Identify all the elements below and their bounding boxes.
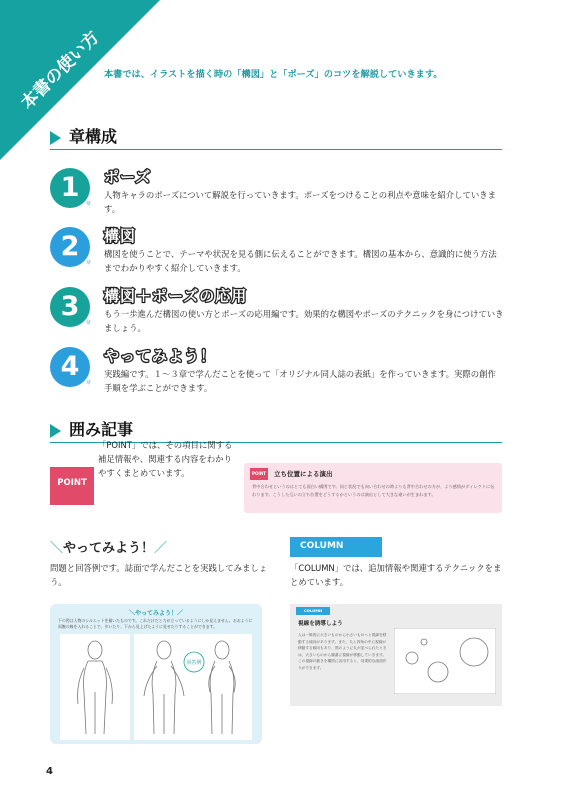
- yatte-example-title: ＼やってみよう！／: [128, 610, 183, 617]
- column-badge: [290, 537, 382, 557]
- chapter-description: 人物キャラのポーズについて解説を行っていきます。ポーズをつけることの利点や意味を紹介していきます。: [104, 190, 496, 214]
- point-description: 「POINT」では、その項目に関する補足情報や、関連する内容をわかりやすくまとめています。: [98, 440, 233, 478]
- column-example-badge: COLUMN: [296, 607, 330, 615]
- chapter-2: [50, 225, 510, 281]
- chapter-number: 2: [60, 231, 80, 262]
- chapter-title: やってみよう！: [104, 347, 217, 365]
- column-example-page: [290, 604, 502, 706]
- chapter-suffix: 章: [86, 260, 92, 266]
- section-divider: [50, 149, 502, 150]
- slash-right-icon: ／: [154, 541, 168, 556]
- chapter-number-badge: [50, 168, 90, 208]
- chapter-number-badge: [50, 227, 90, 267]
- chapter-suffix: 章: [86, 380, 92, 386]
- circles-diagram: [394, 628, 496, 694]
- chapter-4: [50, 345, 510, 401]
- corner-label: 本書の使い方: [17, 27, 104, 114]
- slash-left-icon: ＼: [50, 541, 64, 556]
- point-badge: [50, 467, 94, 505]
- chapter-title: ポーズ: [104, 168, 152, 186]
- chapter-title: 構図＋ポーズの応用: [104, 287, 248, 305]
- chapter-number: 4: [60, 351, 80, 382]
- chapter-1: [50, 166, 510, 222]
- chapter-number-badge: [50, 347, 90, 387]
- chapter-description: 実践編です。１～３章で学んだことを使って「オリジナル同人誌の表紙」を作っていきます。実際の創作手順を学ぶことができます。: [104, 369, 496, 393]
- yatte-title: やってみよう！: [63, 541, 155, 556]
- section-columns-label: 囲み記事: [69, 420, 134, 439]
- yatte-heading: [50, 537, 167, 556]
- column-badge-label: COLUMN: [300, 541, 344, 551]
- chapter-3: [50, 285, 510, 341]
- chapter-number: 3: [60, 291, 80, 322]
- point-example-badge: POINT: [250, 468, 268, 480]
- chapter-number: 1: [60, 172, 80, 203]
- figure-illustration: [60, 634, 252, 740]
- point-example-body: 背中合わせというのはとても面白い構図です。同じ状況でも向い合わせの時よりも背中合わせの方が、より感情がダイレクトに伝わります。こうした互いの立ち位置をどうするかというのは演出として大きな違いが生まれます。: [252, 484, 495, 497]
- yatte-description: 問題と回答例です。誌面で学んだことを実践してみましょう。: [50, 563, 268, 587]
- section-chapters-label: 章構成: [69, 127, 118, 146]
- chapter-title: 構図: [104, 227, 137, 245]
- column-example-title: 視線を誘導しよう: [298, 621, 343, 627]
- chapter-description: もう一歩進んだ構図の使い方とポーズの応用編です。効果的な構図やポーズのテクニックを身につけていきましょう。: [104, 309, 504, 333]
- triangle-arrow-icon: [50, 131, 61, 145]
- triangle-arrow-icon: [50, 424, 61, 438]
- point-example: [244, 463, 502, 513]
- answer-tag: 回答例: [186, 660, 202, 666]
- yatte-example-body: 下の図は人物のシルエットを描いたものです。これだけだと力が立っているようにしか見えません。おおように両腕の線を入れることで、歩いたり、下から見上げたように見せたりすることができます。: [58, 618, 253, 629]
- point-example-title: 立ち位置による演出: [274, 470, 333, 478]
- yatte-example-page: [50, 604, 262, 744]
- chapter-suffix: 章: [86, 201, 92, 207]
- page-number: 4: [46, 766, 53, 777]
- chapter-number-badge: [50, 287, 90, 327]
- chapter-suffix: 章: [86, 320, 92, 326]
- point-badge-label: POINT: [57, 478, 87, 488]
- column-description: 「COLUMN」では、追加情報や関連するテクニックをまとめています。: [290, 563, 502, 587]
- column-example-body: 人は一般的に大きいものから小さいものへと視線を移動する傾向があります。また、丸と四角の中に視線が移動する傾向もあり、図のように丸が並べられたときは、大きいものから順番に視線が移動していきます。この視線の動きを構図に活用すると、効果的な画面作りができます。: [298, 633, 387, 670]
- intro-text: 本書では、イラストを描く時の「構図」と「ポーズ」のコツを解説していきます。: [104, 69, 443, 80]
- chapter-description: 構図を使うことで、テーマや状況を見る側に伝えることができます。構図の基本から、意識的に使う方法までわかりやすく紹介していきます。: [104, 249, 497, 273]
- section-columns-heading: [50, 417, 133, 440]
- section-chapters-heading: [50, 124, 117, 147]
